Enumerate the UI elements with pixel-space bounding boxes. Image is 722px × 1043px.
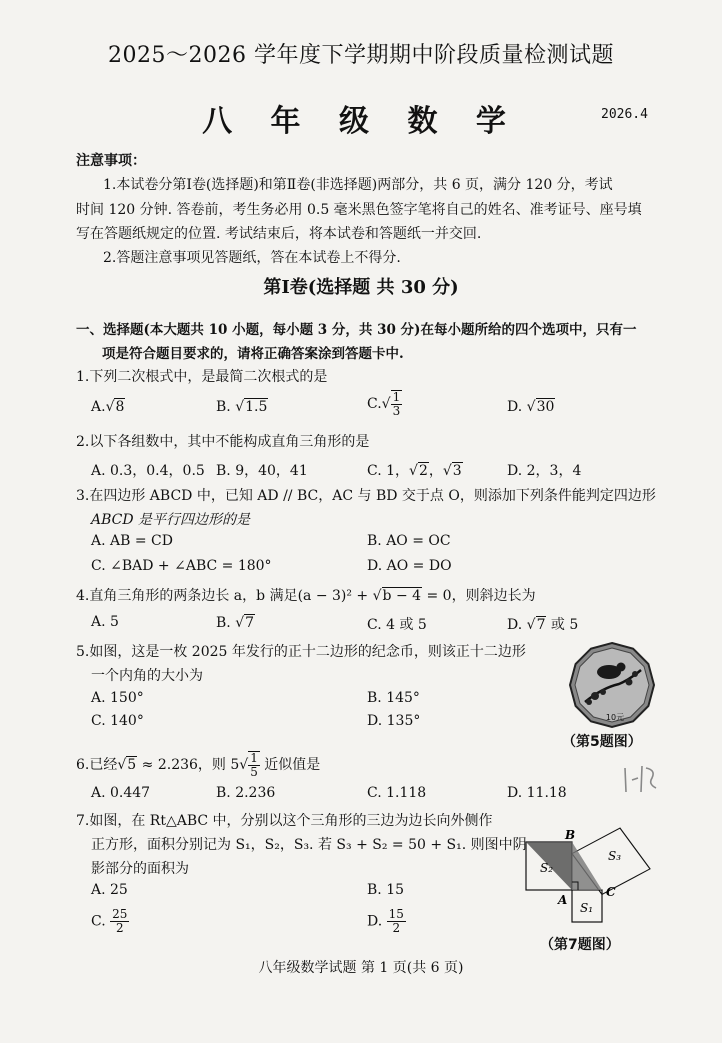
notice-line-1: 1.本试卷分第Ⅰ卷(选择题)和第Ⅱ卷(非选择题)两部分，共 6 页，满分 120 分，考试 [103, 177, 613, 193]
q6-stem: 6.已经√5 ≈ 2.236，则 5√ $\frac{1}{5}$ 近似值是 [76, 751, 321, 779]
q7-option-c: C. $\frac{25}{2}$ [91, 907, 128, 935]
q7-figure-caption: （第7题图） [540, 937, 620, 953]
q1-option-c: C.√ $\frac{1}{3}$ [367, 390, 401, 418]
q4-option-a: A. 5 [91, 614, 119, 630]
q3-option-a: A. AB = CD [91, 533, 173, 549]
q7-label-b: B [565, 828, 576, 842]
q2-option-c: C. 1，√2，√3 [367, 463, 462, 479]
q7-stem-2: 正方形，面积分别记为 S₁，S₂，S₃. 若 S₃ + S₂ = 50 + S₁. 则图中阴 [91, 837, 527, 853]
handwritten-note-image [622, 762, 662, 798]
q4-option-c: C. 4 或 5 [367, 617, 427, 633]
q3-option-d: D. AO = DO [367, 558, 452, 574]
section-intro-1: 一、选择题(本大题共 10 小题，每小题 3 分，共 30 分)在每小题所给的四个选项中，只有一 [76, 322, 637, 338]
q7-label-s1: S₁ [580, 901, 594, 915]
coin-denomination: 10元 [605, 713, 625, 722]
q4-option-d: D. √7 或 5 [507, 617, 579, 633]
q2-option-d: D. 2，3，4 [507, 463, 582, 479]
q5-option-b: B. 145° [367, 690, 420, 706]
q3-stem-1: 3.在四边形 ABCD 中，已知 AD // BC，AC 与 BD 交于点 O，则添加下列条件能判定四边形 [76, 488, 656, 504]
q5-stem-1: 5.如图，这是一枚 2025 年发行的正十二边形的纪念币，则该正十二边形 [76, 644, 526, 660]
notice-line-2: 时间 120 分钟. 答卷前，考生务必用 0.5 毫米黑色签字笔将自己的姓名、准考证号、座号填 [76, 202, 642, 218]
q7-label-c: C [606, 885, 616, 899]
q5-option-c: C. 140° [91, 713, 144, 729]
q3-stem-2: ABCD 是平行四边形的是 [91, 512, 251, 528]
q2-option-b: B. 9，40，41 [216, 463, 308, 479]
handwritten-note [622, 762, 662, 802]
page-footer: 八年级数学试题 第 1 页(共 6 页) [258, 960, 464, 976]
q5-coin-figure [567, 640, 657, 734]
coin-image [567, 640, 657, 730]
q6-option-b: B. 2.236 [216, 785, 276, 801]
q2-stem: 2.以下各组数中，其中不能构成直角三角形的是 [76, 434, 370, 450]
q7-option-b: B. 15 [367, 882, 405, 898]
q1-option-b: B. √1.5 [216, 399, 268, 415]
q7-label-a: A [558, 893, 568, 907]
q5-option-a: A. 150° [91, 690, 144, 706]
q5-option-d: D. 135° [367, 713, 421, 729]
q4-option-b: B. √7 [216, 615, 255, 631]
q6-option-a: A. 0.447 [91, 785, 151, 801]
notice-heading: 注意事项： [76, 153, 146, 169]
q1-option-a: A.√8 [91, 399, 125, 415]
q3-option-c: C. ∠BAD + ∠ABC = 180° [91, 558, 272, 574]
q7-squares-diagram [516, 826, 676, 936]
section-title: 第Ⅰ卷(选择题 共 30 分) [263, 277, 459, 298]
q6-option-d: D. 11.18 [507, 785, 567, 801]
q1-stem: 1.下列二次根式中，是最简二次根式的是 [76, 369, 328, 385]
q7-label-s3: S₃ [608, 849, 622, 863]
q5-figure-caption: （第5题图） [562, 734, 642, 750]
q7-label-s2: S₂ [540, 861, 554, 875]
q7-stem-1: 7.如图，在 Rt△ABC 中，分别以这个三角形的三边为边长向外侧作 [76, 813, 493, 829]
q7-figure [516, 826, 676, 940]
subject-title: 八 年 级 数 学 [202, 104, 520, 139]
q6-option-c: C. 1.118 [367, 785, 427, 801]
section-intro-2: 项是符合题目要求的，请将正确答案涂到答题卡中. [102, 346, 404, 362]
q7-stem-3: 影部分的面积为 [91, 861, 189, 877]
exam-title: 2025～2026 学年度下学期期中阶段质量检测试题 [108, 43, 614, 68]
q3-option-b: B. AO = OC [367, 533, 451, 549]
notice-line-3: 写在答题纸规定的位置. 考试结束后，将本试卷和答题纸一并交回. [76, 226, 482, 242]
q7-option-d: D. $\frac{15}{2}$ [367, 907, 404, 935]
q4-stem: 4.直角三角形的两条边长 a，b 满足(a − 3)² + √b − 4 = 0，则斜边长为 [76, 588, 536, 604]
q5-stem-2: 一个内角的大小为 [91, 668, 203, 684]
q7-option-a: A. 25 [91, 882, 128, 898]
notice-line-4: 2.答题注意事项见答题纸，答在本试卷上不得分. [103, 250, 401, 266]
q2-option-a: A. 0.3，0.4，0.5 [91, 463, 205, 479]
exam-date: 2026.4 [601, 107, 648, 122]
q1-option-d: D. √30 [507, 399, 555, 415]
